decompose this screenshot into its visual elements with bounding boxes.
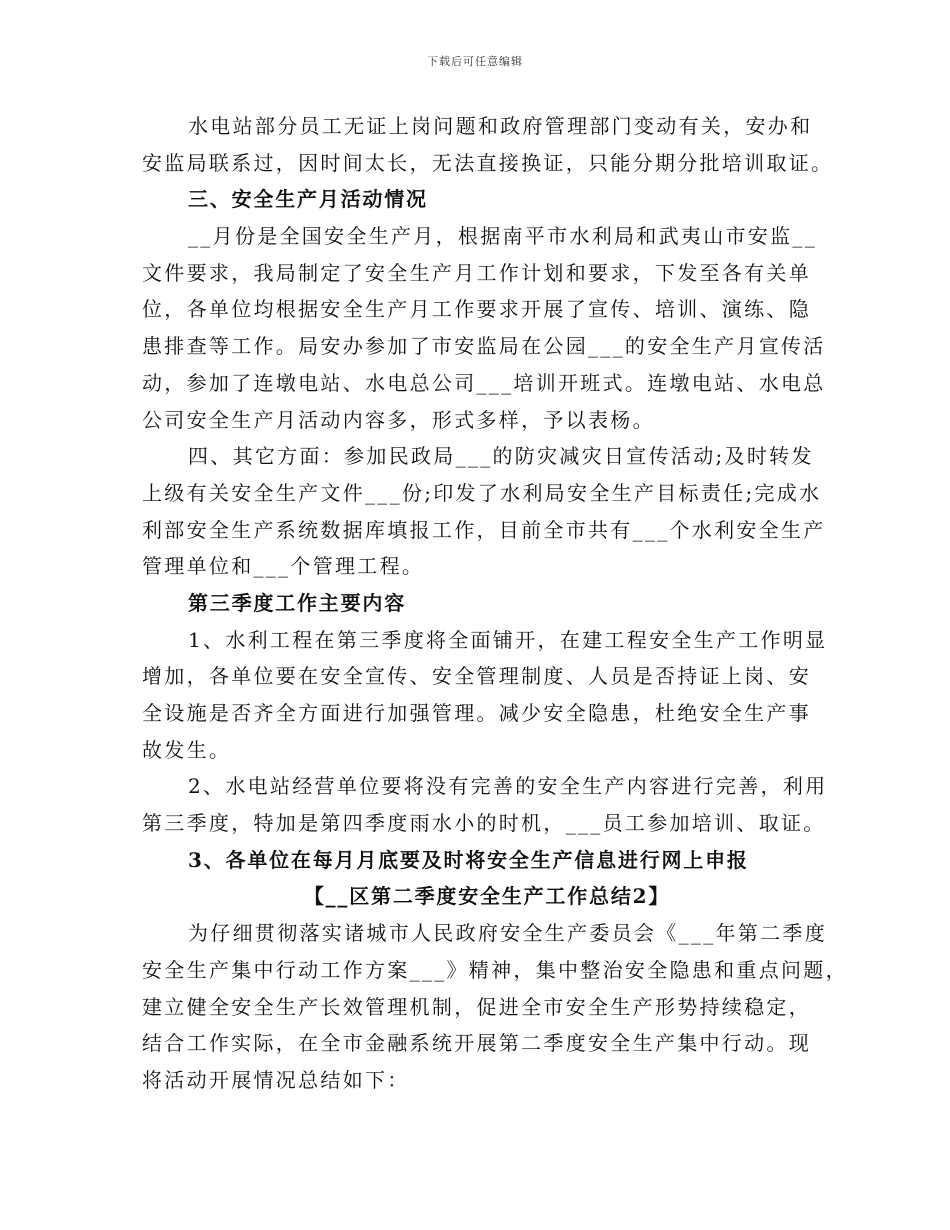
- paragraph-line: 位，各单位均根据安全生产月工作要求开展了宣传、培训、演练、隐: [142, 297, 811, 322]
- paragraph-line: 水电站部分员工无证上岗问题和政府管理部门变动有关，安办和: [188, 114, 813, 138]
- header-note: 下载后可任意编辑: [427, 55, 523, 68]
- paragraph-line: 建立健全安全生产长效管理机制，促进全市安全生产形势持续稳定，: [142, 994, 811, 1019]
- section-heading: 三、安全生产月活动情况: [188, 187, 428, 212]
- paragraph-line: 动，参加了连墩电站、水电总公司___培训开班式。连墩电站、水电总: [142, 370, 826, 395]
- document-title: 【__区第二季度安全生产工作总结2】: [303, 884, 671, 909]
- paragraph-line: 全设施是否齐全方面进行加强管理。减少安全隐患，杜绝安全生产事: [142, 701, 811, 725]
- paragraph-line: 将活动开展情况总结如下：: [142, 1067, 410, 1092]
- paragraph-line: 结合工作实际，在全市金融系统开展第二季度安全生产集中行动。现: [142, 1031, 811, 1056]
- paragraph-line: 管理单位和___个管理工程。: [142, 554, 425, 579]
- paragraph-line: 安监局联系过，因时间太长，无法直接换证，只能分期分批培训取证。: [142, 150, 834, 175]
- paragraph-line: 安全生产集中行动工作方案___》精神，集中整治安全隐患和重点问题，: [142, 957, 848, 982]
- paragraph-line: 上级有关安全生产文件___份;印发了水利局安全生产目标责任;完成水: [142, 480, 822, 505]
- document-body: [142, 108, 848, 1099]
- section-heading: 3、各单位在每月月底要及时将安全生产信息进行网上申报: [188, 847, 749, 872]
- paragraph-line: 公司安全生产月活动内容多，形式多样，予以表杨。: [142, 407, 655, 432]
- paragraph-line: 患排查等工作。局安办参加了市安监局在公园___的安全生产月宣传活: [142, 334, 826, 359]
- paragraph-line: 为仔细贯彻落实诸城市人民政府安全生产委员会《___年第二季度: [188, 921, 827, 946]
- paragraph-line: 第三季度，特加是第四季度雨水小的时机，___员工参加培训、取证。: [142, 811, 826, 836]
- section-heading: 第三季度工作主要内容: [188, 590, 406, 615]
- paragraph-line: 故发生。: [142, 737, 232, 762]
- paragraph-line: 文件要求，我局制定了安全生产月工作计划和要求，下发至各有关单: [142, 260, 811, 285]
- paragraph-line: 利部安全生产系统数据库填报工作，目前全市共有___个水利安全生产: [142, 517, 826, 542]
- paragraph-line: 2、水电站经营单位要将没有完善的安全生产内容进行完善，利用: [188, 774, 828, 799]
- paragraph-line: __月份是全国安全生产月，根据南平市水利局和武夷山市安监__: [188, 224, 817, 249]
- paragraph-line: 增加，各单位要在安全宣传、安全管理制度、人员是否持证上岗、安: [142, 664, 811, 689]
- paragraph-line: 四、其它方面：参加民政局___的防灾减灾日宣传活动;及时转发: [188, 444, 814, 469]
- paragraph-line: 1、水利工程在第三季度将全面铺开，在建工程安全生产工作明显: [188, 627, 828, 652]
